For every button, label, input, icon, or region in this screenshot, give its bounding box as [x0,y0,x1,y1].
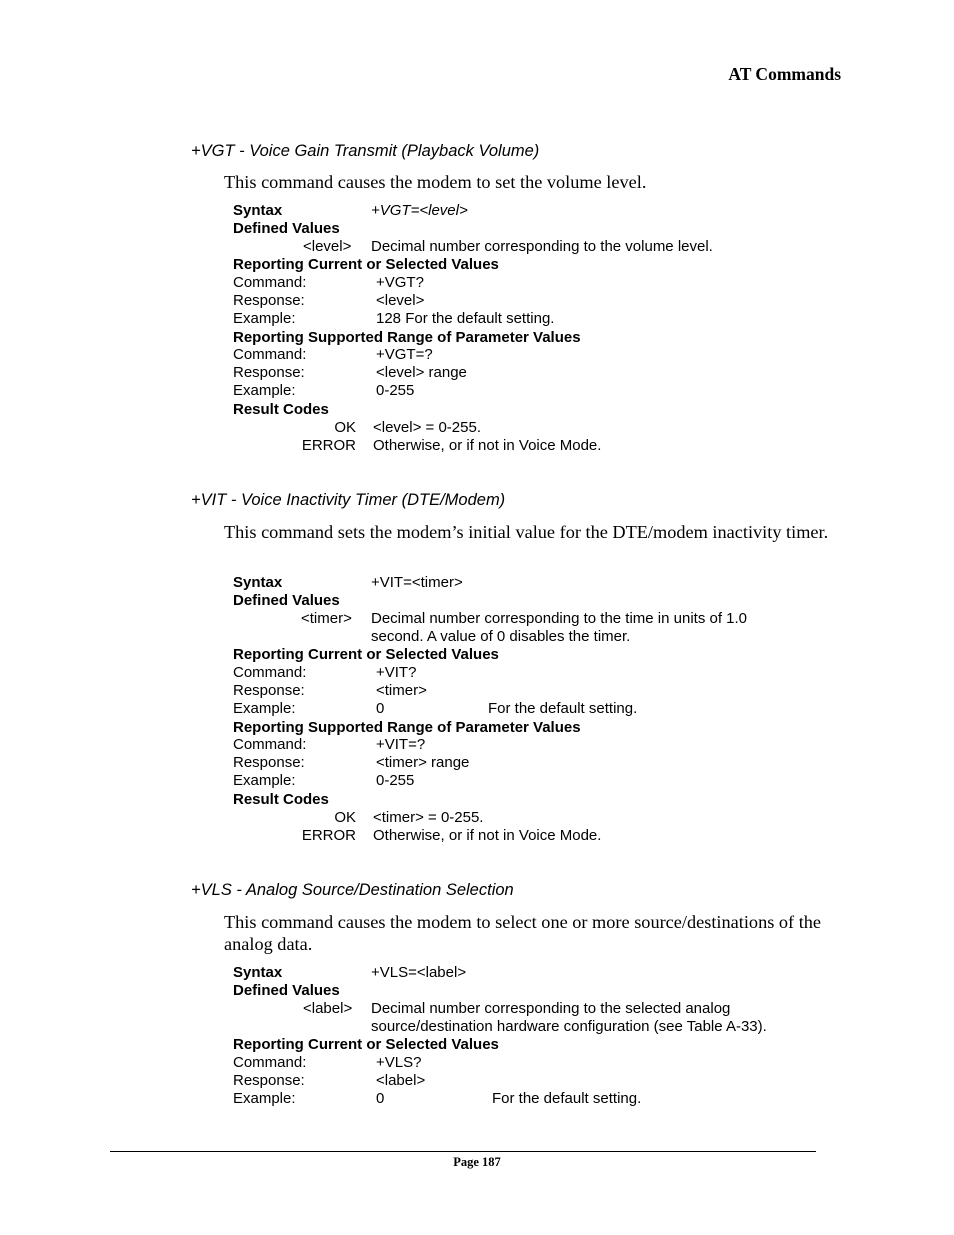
section-title: +VIT - Voice Inactivity Timer (DTE/Modem) [191,491,506,509]
response-value: <label> [376,1072,426,1089]
example-label: Example: [233,700,296,717]
example-label: Example: [233,310,296,327]
param-name: <timer> [301,610,352,627]
command-label: Command: [233,736,307,753]
ok-code: OK [334,809,356,826]
example-value: 0 [376,700,385,717]
example-label: Example: [233,382,296,399]
response-label: Response: [233,1072,305,1089]
param-name: <label> [303,1000,353,1017]
response-value: <timer> [376,682,427,699]
footer-divider [110,1151,816,1152]
param-description: source/destination hardware configuration (see Table A-33). [371,1018,767,1035]
command-label: Command: [233,1054,307,1071]
response-label: Response: [233,754,305,771]
param-description: Decimal number corresponding to the time in units of 1.0 [371,610,748,627]
error-description: Otherwise, or if not in Voice Mode. [373,437,602,454]
page-number: Page 187 [453,1155,501,1169]
ok-description: <timer> = 0-255. [373,809,484,826]
command-value: +VLS? [376,1054,422,1071]
response-label: Response: [233,364,305,381]
param-description: second. A value of 0 disables the timer. [371,628,631,645]
defined-values-label: Defined Values [233,220,340,237]
example-note: For the default setting. [492,1090,642,1107]
example-note: For the default setting. [488,700,638,717]
param-description: Decimal number corresponding to the selected analog [371,1000,731,1017]
result-codes-label: Result Codes [233,791,329,808]
example-value: 128 For the default setting. [376,310,555,327]
response-value: <level> range [376,364,467,381]
error-code: ERROR [301,827,356,844]
reporting-range-label: Reporting Supported Range of Parameter Values [233,719,581,736]
example-value: 0 [376,1090,385,1107]
param-name: <level> [303,238,352,255]
example-value: 0-255 [376,772,415,789]
command-value: +VGT? [376,274,424,291]
param-description: Decimal number corresponding to the volume level. [371,238,713,255]
result-codes-label: Result Codes [233,401,329,418]
syntax-value: +VIT=<timer> [371,574,463,591]
command-value: +VGT=? [376,346,433,363]
command-label: Command: [233,346,307,363]
reporting-current-label: Reporting Current or Selected Values [233,256,499,273]
section-intro: This command causes the modem to select one or more source/destinations of the analog data. [224,912,822,954]
reporting-range-label: Reporting Supported Range of Parameter Values [233,329,581,346]
syntax-value: +VGT=<level> [371,202,468,219]
error-description: Otherwise, or if not in Voice Mode. [373,827,602,844]
defined-values-label: Defined Values [233,592,340,609]
syntax-value: +VLS=<label> [371,964,467,981]
syntax-label: Syntax [233,964,283,981]
reporting-current-label: Reporting Current or Selected Values [233,646,499,663]
defined-values-label: Defined Values [233,982,340,999]
ok-code: OK [334,419,356,436]
syntax-label: Syntax [233,574,283,591]
response-label: Response: [233,682,305,699]
section-title: +VGT - Voice Gain Transmit (Playback Volume) [191,142,540,160]
section-intro: This command sets the modem’s initial value for the DTE/modem inactivity timer. [224,522,829,542]
syntax-label: Syntax [233,202,283,219]
error-code: ERROR [301,437,356,454]
section-intro: This command causes the modem to set the volume level. [224,172,647,192]
page-header-title: AT Commands [728,64,841,84]
example-label: Example: [233,1090,296,1107]
reporting-current-label: Reporting Current or Selected Values [233,1036,499,1053]
command-value: +VIT=? [376,736,426,753]
command-label: Command: [233,664,307,681]
section-title: +VLS - Analog Source/Destination Selection [191,881,514,899]
response-value: <timer> range [376,754,470,771]
ok-description: <level> = 0-255. [373,419,481,436]
example-label: Example: [233,772,296,789]
command-label: Command: [233,274,307,291]
example-value: 0-255 [376,382,415,399]
command-value: +VIT? [376,664,417,681]
response-label: Response: [233,292,305,309]
response-value: <level> [376,292,425,309]
